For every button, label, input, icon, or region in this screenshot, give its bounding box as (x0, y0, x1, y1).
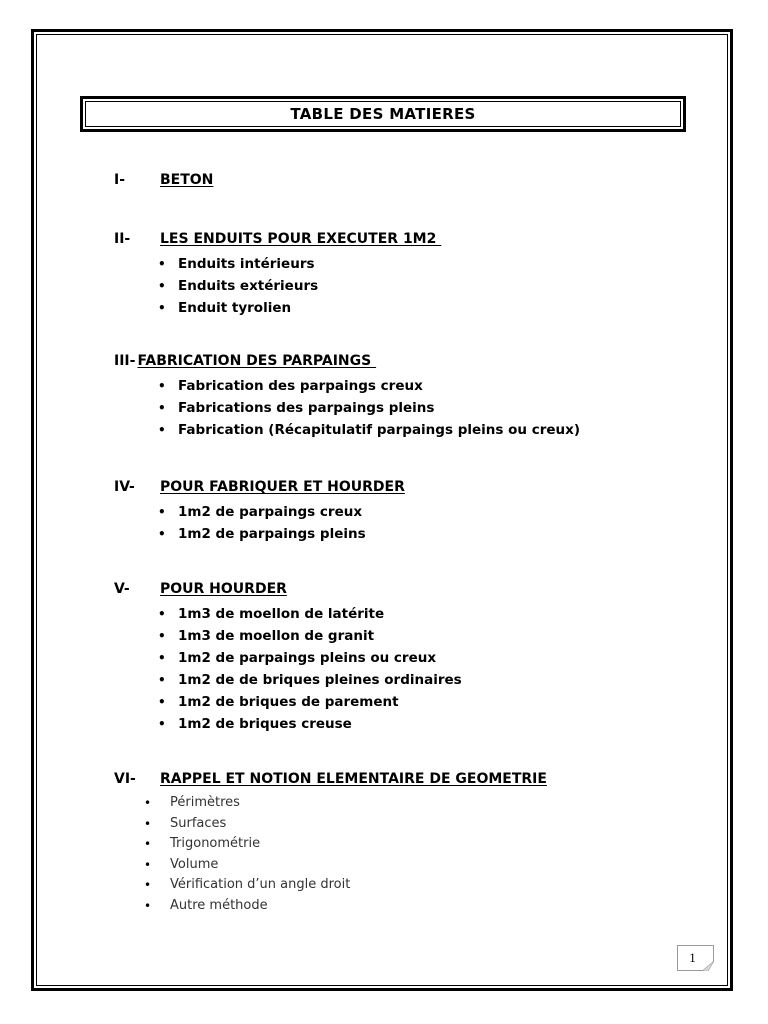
list-item-label: 1m2 de de briques pleines ordinaires (178, 672, 462, 688)
list-item-label: Fabrications des parpaings pleins (178, 400, 435, 416)
section-numeral: VI- (114, 771, 136, 787)
list-item (114, 419, 580, 441)
list-item (114, 375, 580, 397)
list-item (114, 669, 462, 691)
bullet-icon: • (158, 401, 166, 415)
list-item-label: 1m2 de briques creuse (178, 716, 352, 732)
list-item (114, 875, 547, 896)
section-title: POUR FABRIQUER ET HOURDER (160, 479, 405, 495)
bullet-icon: • (158, 279, 166, 293)
section-numeral: IV- (114, 479, 135, 495)
section-numeral: V- (114, 581, 130, 597)
list-item-label: Enduit tyrolien (178, 300, 292, 316)
section-title: LES ENDUITS POUR EXECUTER 1M2 (160, 231, 442, 247)
page-number-box (677, 945, 714, 971)
list-item-label: Enduits extérieurs (178, 278, 319, 294)
list-item (114, 297, 441, 319)
list-item-label: Fabrication des parpaings creux (178, 378, 423, 394)
list-item-label: Volume (170, 856, 219, 872)
bullet-icon: • (158, 629, 166, 643)
list-item (114, 397, 580, 419)
list-item (114, 275, 441, 297)
list-item (114, 896, 547, 917)
bullet-icon: • (144, 796, 152, 810)
list-item (114, 834, 547, 855)
list-item-label: 1m3 de moellon de granit (178, 628, 375, 644)
section-items (114, 253, 441, 319)
list-item (114, 603, 462, 625)
section-items (114, 603, 462, 735)
list-item (114, 814, 547, 835)
bullet-icon: • (158, 423, 166, 437)
section-5 (114, 581, 462, 735)
bullet-icon: • (158, 717, 166, 731)
list-item (114, 501, 405, 523)
page-curl-icon (702, 961, 714, 971)
list-item-label: 1m3 de moellon de latérite (178, 606, 385, 622)
list-item (114, 253, 441, 275)
list-item (114, 647, 462, 669)
bullet-icon: • (144, 816, 152, 831)
bullet-icon: • (144, 898, 152, 913)
section-title: BETON (160, 172, 214, 188)
list-item (114, 793, 547, 814)
page-title: TABLE DES MATIERES (290, 105, 476, 123)
list-item-label: Trigonométrie (170, 836, 261, 851)
section-3 (114, 353, 580, 441)
list-item-label: Autre méthode (170, 897, 268, 913)
section-2 (114, 231, 441, 319)
bullet-icon: • (158, 607, 166, 621)
bullet-icon: • (144, 878, 152, 892)
title-box (85, 101, 681, 127)
section-items (114, 501, 405, 545)
section-heading (114, 353, 580, 375)
section-4 (114, 479, 405, 545)
list-item-label: Enduits intérieurs (178, 256, 315, 272)
list-item-label: 1m2 de briques de parement (178, 694, 399, 710)
list-item-label: Fabrication (Récapitulatif parpaings pleins ou creux) (178, 422, 581, 438)
bullet-icon: • (158, 257, 166, 271)
bullet-icon: • (158, 651, 166, 665)
page-number: 1 (689, 950, 696, 965)
bullet-icon: • (158, 379, 166, 393)
list-item (114, 625, 462, 647)
section-heading (114, 581, 462, 603)
list-item-label: 1m2 de parpaings pleins ou creux (178, 650, 437, 666)
list-item (114, 691, 462, 713)
list-item-label: Vérification d’un angle droit (170, 877, 351, 892)
section-6 (114, 771, 547, 916)
list-item-label: 1m2 de parpaings creux (178, 504, 363, 520)
section-numeral: I- (114, 172, 126, 188)
section-items (114, 793, 547, 916)
section-heading (114, 771, 547, 793)
section-items (114, 375, 580, 441)
section-numeral: II- (114, 231, 131, 247)
bullet-icon: • (158, 505, 166, 519)
section-title: RAPPEL ET NOTION ELEMENTAIRE DE GEOMETRIE (160, 771, 547, 787)
bullet-icon: • (158, 527, 166, 541)
section-title: POUR HOURDER (160, 581, 287, 597)
bullet-icon: • (158, 301, 166, 315)
bullet-icon: • (158, 695, 166, 709)
section-heading (114, 172, 213, 194)
list-item-label: 1m2 de parpaings pleins (178, 526, 366, 542)
list-item-label: Périmètres (170, 795, 240, 810)
section-title: FABRICATION DES PARPAINGS (137, 353, 377, 369)
section-heading (114, 479, 405, 501)
list-item-label: Surfaces (170, 815, 227, 831)
list-item (114, 713, 462, 735)
list-item (114, 855, 547, 876)
bullet-icon: • (144, 837, 152, 851)
section-1 (114, 172, 213, 194)
section-heading (114, 231, 441, 253)
section-numeral: III- (114, 353, 136, 369)
bullet-icon: • (144, 857, 152, 872)
list-item (114, 523, 405, 545)
bullet-icon: • (158, 673, 166, 687)
